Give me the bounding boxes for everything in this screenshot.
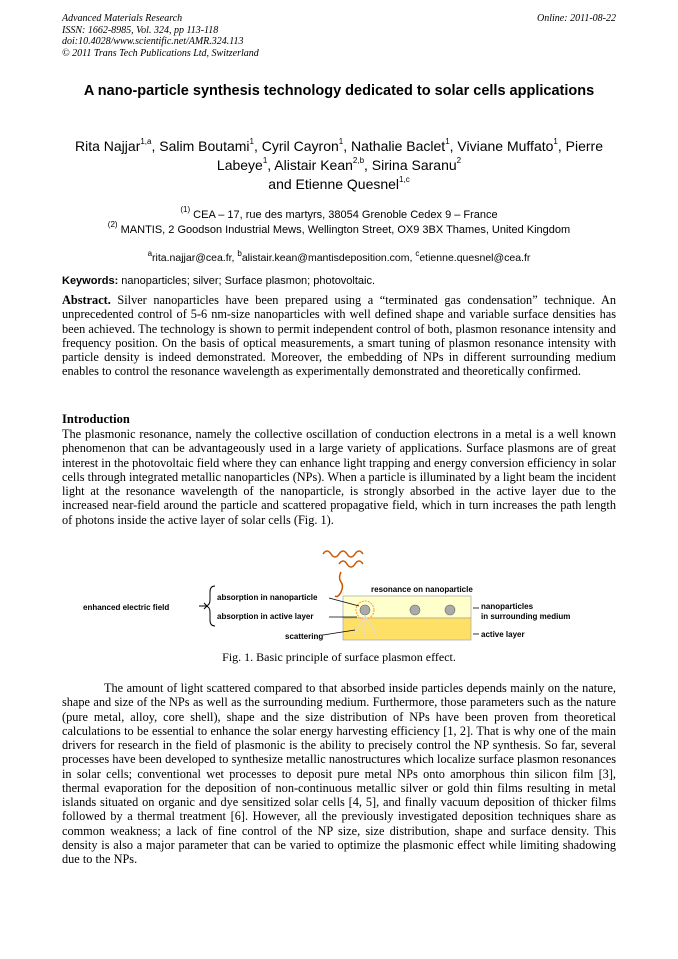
email-sup: a — [147, 248, 153, 258]
author-sup: 1,a — [140, 137, 152, 147]
affiliation-sup: (2) — [107, 220, 118, 230]
label-enhanced-field: enhanced electric field — [83, 603, 170, 612]
label-scattering: scattering — [285, 632, 324, 641]
incident-light-wave — [335, 572, 343, 597]
abstract-text: Silver nanoparticles have been prepared using a “terminated gas condensation” technique. An unprecedented control of 5-6 nm-size nanoparticles with well defined shape and variable surface densities has been achieved. The technology is shown to permit independent control of both, plasmon resonance intensity and frequency position. On the basis of optical measurements, a smart tuning of plasmon resonance intensity with particle density is indeed demonstrated. Moreover, the embedding of NPs in different surrounding medium enables to control the resonance wavelength as experimentally demonstrated and theoretically confirmed. — [62, 293, 616, 379]
copyright: © 2011 Trans Tech Publications Ltd, Switzerland — [62, 47, 259, 59]
affiliation-text: CEA – 17, rue des martyrs, 38054 Grenoble Cedex 9 – France — [190, 209, 498, 221]
label-absorption-nanoparticle: absorption in nanoparticle — [217, 593, 318, 602]
author-name: , Pierre Labeye — [216, 138, 603, 173]
label-active-layer: active layer — [481, 630, 525, 639]
online-date: Online: 2011-08-22 — [537, 13, 616, 24]
author-name: and Etienne Quesnel — [268, 176, 400, 192]
email-link[interactable]: alistair.kean@mantisdeposition.com, — [241, 252, 416, 264]
affiliation-text: MANTIS, 2 Goodson Industrial Mews, Wellington Street, OX9 3BX Thames, United Kingdom — [117, 224, 571, 236]
author-name: , Salim Boutami — [151, 138, 250, 154]
email-list — [62, 248, 616, 265]
paper-title: A nano-particle synthesis technology dedicated to solar cells applications — [83, 83, 595, 99]
affiliations — [62, 205, 616, 238]
figure-1 — [75, 548, 615, 648]
keywords-text: nanoparticles; silver; Surface plasmon; photovoltaic. — [118, 275, 376, 287]
author-name: , Cyril Cayron — [253, 138, 339, 154]
introduction-paragraph-1: The plasmonic resonance, namely the collective oscillation of conduction electrons in a metal is a well known phenomenon that can be advantageously used in a large variety of applications. Surface plasmons are of great interest in the photovoltaic field where they can enhance light trapping and energy conversion efficiency in solar cells through integrated metallic nanoparticles (NPs). When a particle is illuminated by a light beam the incident light at the resonance wavelength of the nanoparticle, is strongly absorbed in the active layer due to the increased near-field around the particle and scattered propagative field, which in turn increases the path length of photons inside the active layer of solar cells (Fig. 1). — [62, 427, 616, 527]
keywords — [62, 274, 616, 288]
label-resonance: resonance on nanoparticle — [371, 585, 473, 594]
author-sup: 1 — [553, 137, 558, 147]
affiliation-sup: (1) — [180, 205, 191, 215]
nanoparticle — [360, 605, 370, 615]
journal-name: Advanced Materials Research — [62, 13, 183, 24]
affiliation-2 — [62, 220, 616, 238]
email-sup: c — [415, 248, 420, 258]
author-name: Rita Najjar — [75, 138, 141, 154]
label-surrounding-medium: in surrounding medium — [481, 612, 571, 621]
label-nanoparticles: nanoparticles — [481, 602, 534, 611]
affiliation-1 — [62, 205, 616, 223]
author-name: , Alistair Kean — [267, 157, 353, 173]
author-list — [62, 137, 616, 194]
author-sup: 1 — [445, 137, 450, 147]
author-name: , Nathalie Baclet — [343, 138, 446, 154]
email-sup: b — [237, 248, 242, 258]
author-sup: 2,b — [352, 156, 365, 166]
author-sup: 1 — [338, 137, 344, 147]
author-name: , Sirina Saranu — [364, 157, 457, 173]
doi: doi:10.4028/www.scientific.net/AMR.324.113 — [62, 36, 244, 47]
author-name: , Viviane Muffato — [449, 138, 554, 154]
abstract-label: Abstract. — [62, 293, 111, 307]
keywords-label: Keywords: — [62, 275, 119, 287]
section-heading-introduction: Introduction — [62, 412, 130, 426]
author-sup: 1,c — [399, 175, 410, 185]
author-sup: 1 — [262, 156, 268, 166]
email-link[interactable]: rita.najjar@cea.fr, — [152, 252, 238, 264]
nanoparticle — [410, 605, 420, 615]
author-sup: 2 — [456, 156, 462, 166]
author-sup: 1 — [249, 137, 254, 147]
introduction-paragraph-2 — [62, 681, 616, 866]
figure-1-diagram — [75, 548, 615, 648]
journal-header — [62, 13, 616, 59]
abstract — [62, 293, 616, 379]
enhanced-field-arrow-icon — [199, 603, 207, 609]
email-link[interactable]: etienne.quesnel@cea.fr — [419, 252, 531, 264]
figure-caption: Fig. 1. Basic principle of surface plasmon effect. — [222, 650, 456, 664]
incident-light-wave — [323, 551, 363, 557]
label-absorption-active: absorption in active layer — [217, 612, 314, 621]
paragraph-text: The amount of light scattered compared to that absorbed inside particles depends mainly on the nature, shape and size of the NPs as well as the surrounding medium. Furthermore, those parameters such as the nature (pure metal, alloy, core shell), shape and the size distribution of NPs have been proven from theoretical calculations to be essential to enhance the solar energy harvesting efficiency [1, 2]. That is why one of the main drivers for research in the field of plasmonic is the ability to precisely control the NP synthesis. So far, several processes have been developed to synthesize metallic nanostructures which localize surface plasmon resonances in solar cells; conventional wet processes to deposit pure metal NPs onto amorphous thin silicon film [3], thermal evaporation for the deposition of non-continuous metallic silver or gold thin films resulting in metal islands situated on organic and dye sensitized solar cells [4, 5], and finally vacuum deposition of thicker films followed by a thermal treatment [6]. However, all the previously investigated deposition techniques share as common weakness; a lack of fine control of the NP size, size distribution, shape and surface density. This density is also a major parameter that can be varied to optimize the plasmonic effect while limiting shadowing due to the NPs. — [62, 681, 616, 866]
issn: ISSN: 1662-8985, Vol. 324, pp 113-118 — [62, 24, 219, 36]
incident-light-wave — [339, 561, 363, 567]
nanoparticle — [445, 605, 455, 615]
